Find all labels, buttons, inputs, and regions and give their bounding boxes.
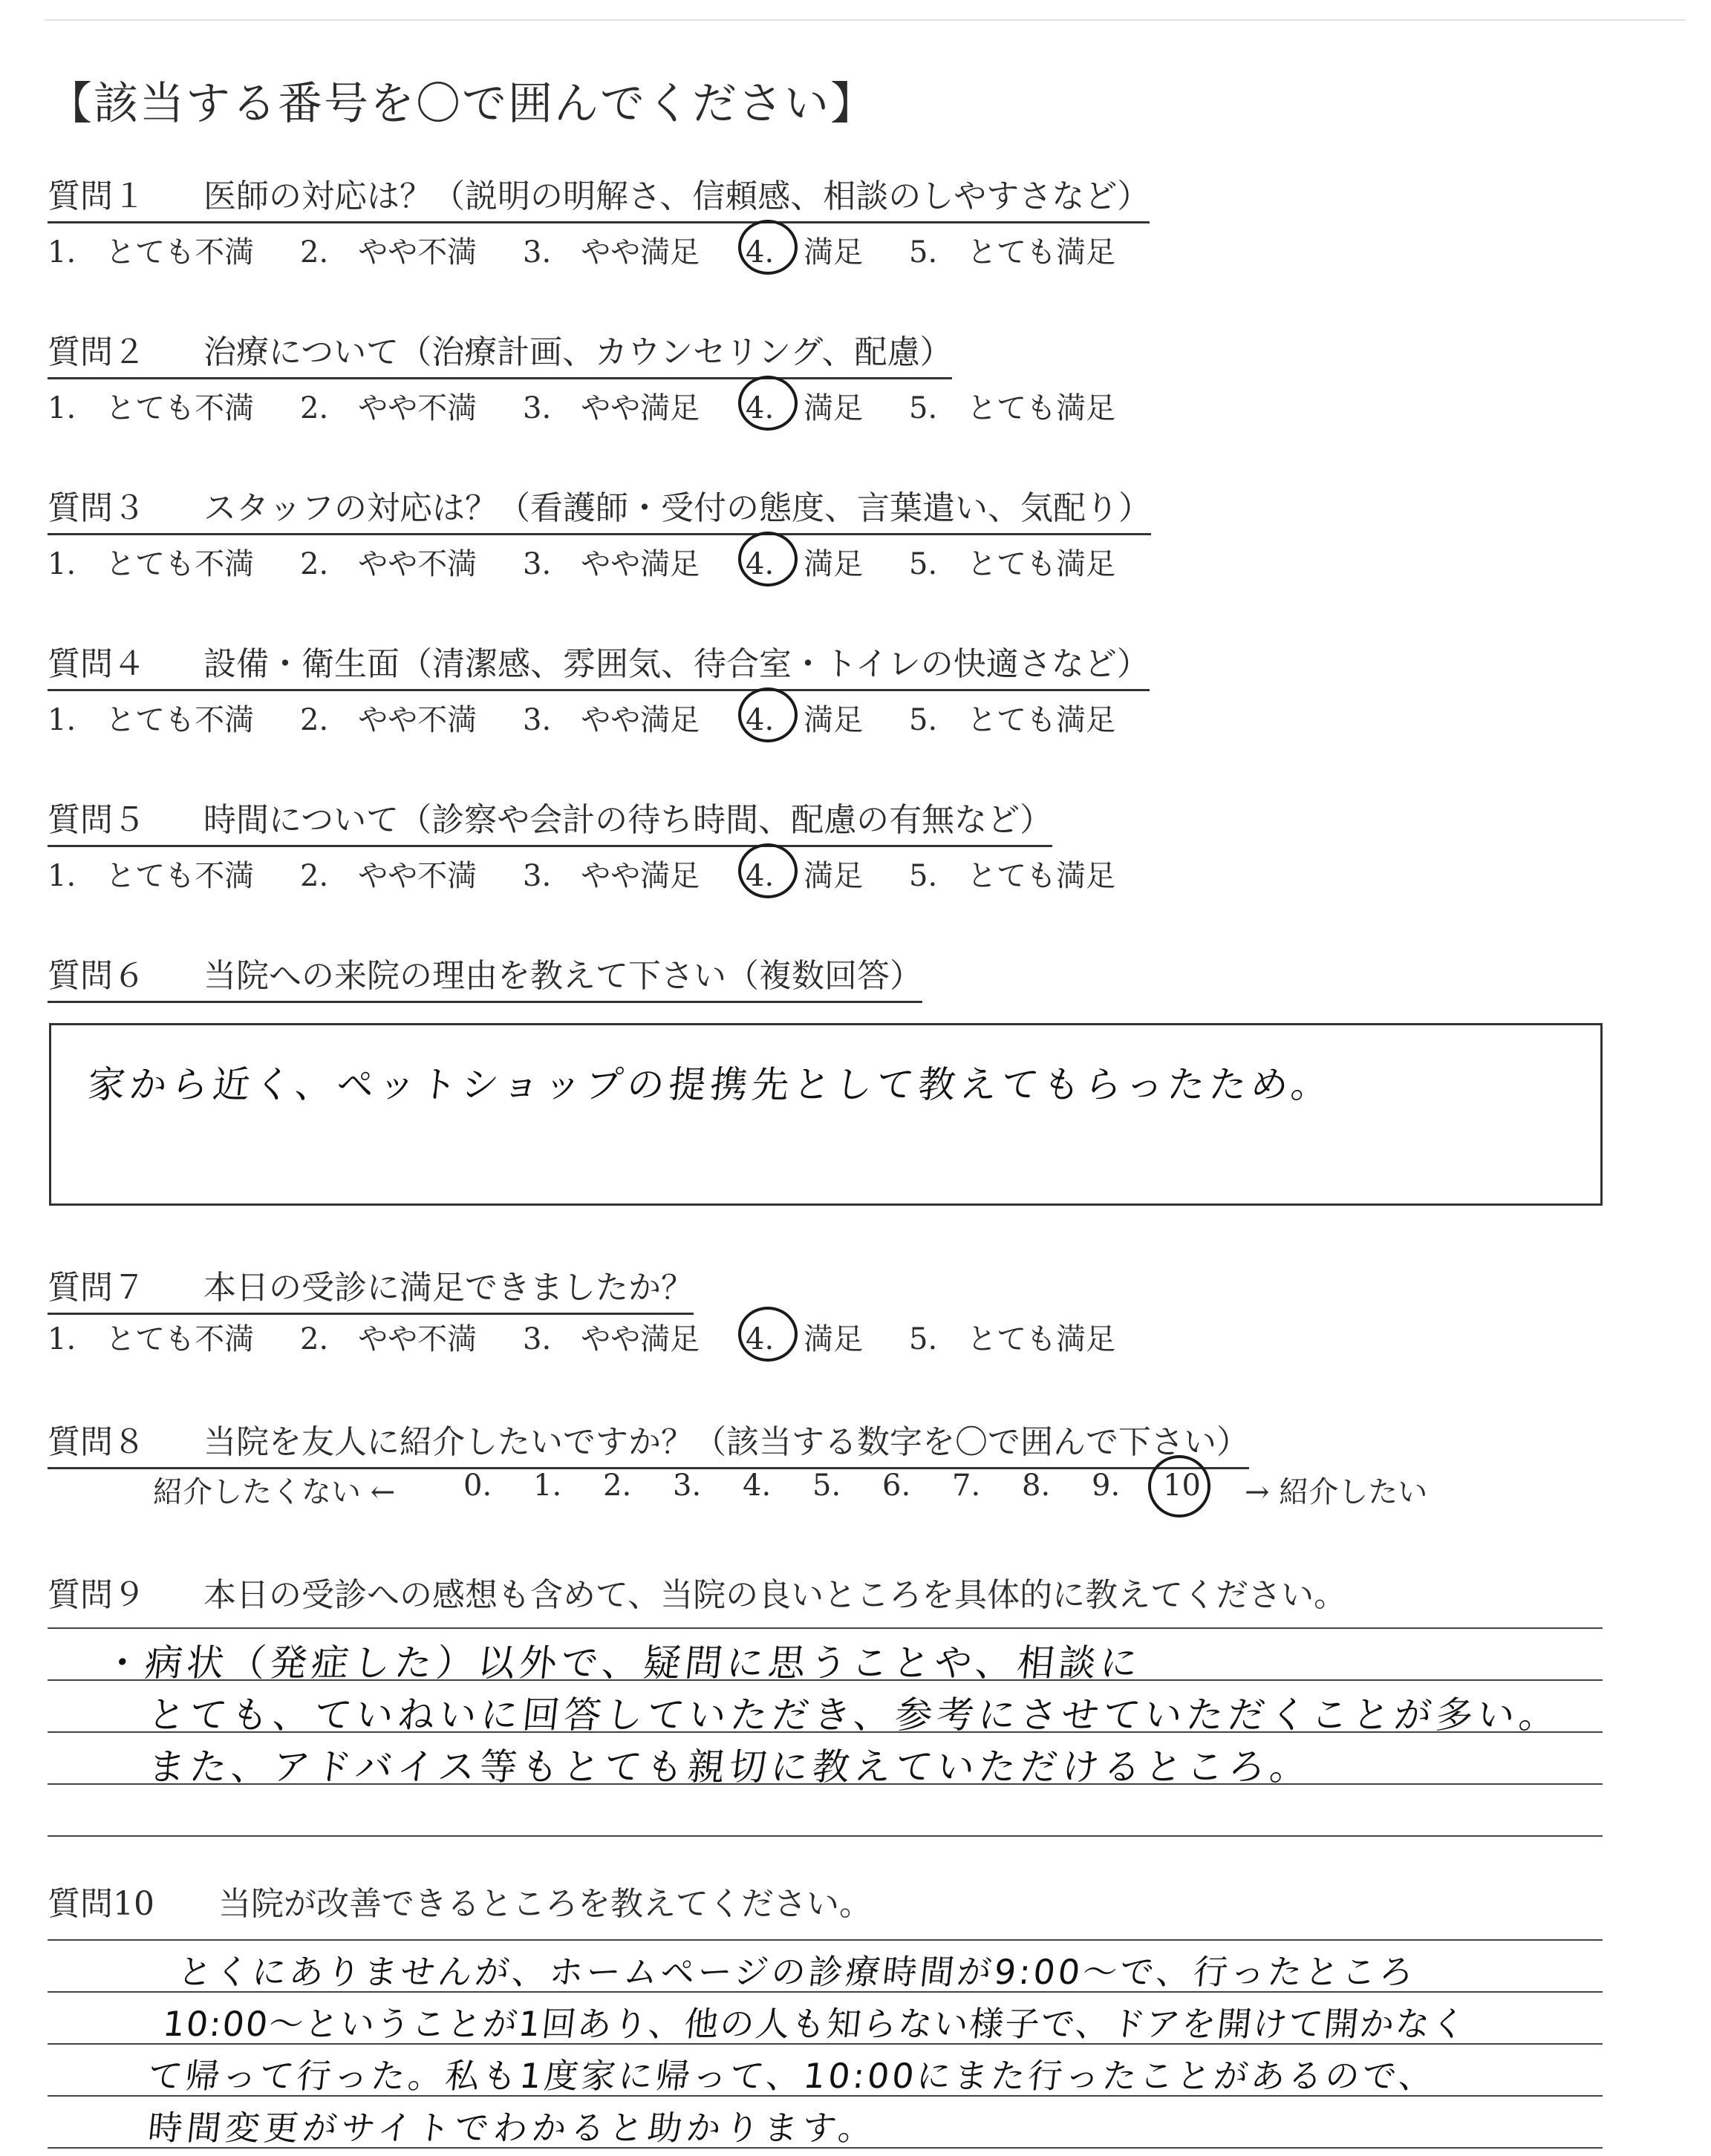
scale-option-5[interactable]: 5. とても満足 (909, 547, 1116, 581)
handwritten-answer-line-1: ・病状（発症した）以外で、疑問に思うことや、相談に (101, 1642, 1144, 1685)
question-7-heading (48, 1261, 694, 1315)
scale-option-5[interactable]: 5. とても満足 (909, 859, 1116, 893)
question-text: 時間について（診察や会計の待ち時間、配慮の有無など） (203, 801, 1053, 839)
question-text: 当院への来院の理由を教えて下さい（複数回答） (203, 957, 922, 995)
handwritten-answer-line-1: とくにありませんが、ホームページの診療時間が9:00～で、行ったところ (175, 1952, 1418, 1992)
handwritten-answer-line-3: また、アドバイス等もとても親切に教えていただけるところ。 (146, 1745, 1314, 1788)
answer-circle-mark (738, 1307, 798, 1362)
question-text: 設備・衛生面（清潔感、雰囲気、待合室・トイレの快適さなど） (203, 645, 1150, 683)
answer-line (48, 1627, 1603, 1629)
question-text: 本日の受診への感想も含めて、当院の良いところを具体的に教えてください。 (203, 1576, 1347, 1614)
handwritten-answer-line-4: 時間変更がサイトでわかると助かります。 (146, 2108, 879, 2148)
scale-option-3[interactable]: 3. やや満足 (523, 1322, 700, 1356)
nps-left-label: 紹介したくない ← (153, 1475, 396, 1509)
question-text: 当院が改善できるところを教えてください。 (218, 1885, 872, 1923)
scale-option-1[interactable]: 1. とても不満 (48, 859, 255, 893)
scale-option-1[interactable]: 1. とても不満 (48, 703, 255, 737)
question-number: 質問９ (48, 1576, 146, 1614)
scale-option-2[interactable]: 2. やや不満 (300, 547, 478, 581)
scale-option-2[interactable]: 2. やや不満 (300, 235, 478, 270)
nps-option-1[interactable]: 1. (533, 1469, 562, 1503)
nps-option-6[interactable]: 6. (882, 1469, 911, 1503)
handwritten-answer: 家から近く、ペットショップの提携先として教えてもらったため。 (85, 1063, 1335, 1106)
question-8-heading (48, 1415, 1249, 1469)
scale-option-1[interactable]: 1. とても不満 (48, 547, 255, 581)
answer-circle-mark (738, 843, 798, 898)
answer-line (48, 1835, 1603, 1837)
question-number: 質問３ (48, 489, 146, 527)
question-4-heading (48, 637, 1150, 691)
question-number: 質問８ (48, 1423, 146, 1461)
question-number: 質問７ (48, 1269, 146, 1307)
nps-option-4[interactable]: 4. (743, 1469, 772, 1503)
scale-option-3[interactable]: 3. やや満足 (523, 391, 700, 425)
scale-option-2[interactable]: 2. やや不満 (300, 1322, 478, 1356)
question-number: 質問４ (48, 645, 146, 683)
scale-option-5[interactable]: 5. とても満足 (909, 703, 1116, 737)
question-text: 医師の対応は？（説明の明解さ、信頼感、相談のしやすさなど） (203, 177, 1150, 215)
scale-option-5[interactable]: 5. とても満足 (909, 235, 1116, 270)
question-text: 当院を友人に紹介したいですか？（該当する数字を〇で囲んで下さい） (203, 1423, 1249, 1461)
nps-right-label: → 紹介したい (1245, 1475, 1428, 1509)
question-text: 本日の受診に満足できましたか？ (203, 1269, 694, 1307)
form-instruction-title: 【該当する番号を〇で囲んでください】 (48, 78, 876, 130)
answer-line (48, 1939, 1603, 1941)
question-text: スタッフの対応は？（看護師・受付の態度、言葉遣い、気配り） (203, 489, 1151, 527)
nps-option-0[interactable]: 0. (463, 1469, 492, 1503)
question-3-heading (48, 481, 1151, 535)
question-number: 質問１ (48, 177, 146, 215)
question-10-heading (48, 1877, 872, 1929)
answer-circle-mark (738, 687, 798, 742)
nps-option-2[interactable]: 2. (603, 1469, 632, 1503)
nps-option-3[interactable]: 3. (673, 1469, 702, 1503)
nps-option-5[interactable]: 5. (812, 1469, 841, 1503)
scale-option-4[interactable]: 4. 満足 (746, 859, 864, 893)
scale-option-3[interactable]: 3. やや満足 (523, 859, 700, 893)
nps-option-10[interactable]: 10 (1163, 1469, 1201, 1503)
scale-option-4[interactable]: 4. 満足 (746, 391, 864, 425)
handwritten-answer-line-2: 10:00～ということが1回あり、他の人も知らない様子で、ドアを開けて開かなく (160, 2004, 1470, 2044)
question-number: 質問５ (48, 801, 146, 839)
scale-option-3[interactable]: 3. やや満足 (523, 703, 700, 737)
question-1-heading (48, 169, 1150, 223)
answer-circle-mark (1148, 1455, 1210, 1518)
answer-circle-mark (738, 220, 798, 275)
top-edge-line (45, 19, 1686, 21)
nps-option-8[interactable]: 8. (1022, 1469, 1051, 1503)
question-9-heading (48, 1568, 1346, 1620)
scale-option-5[interactable]: 5. とても満足 (909, 391, 1116, 425)
answer-circle-mark (738, 376, 798, 431)
handwritten-answer-line-2: とても、ていねいに回答していただき、参考にさせていただくことが多い。 (146, 1693, 1563, 1737)
scale-option-2[interactable]: 2. やや不満 (300, 703, 478, 737)
scale-option-2[interactable]: 2. やや不満 (300, 391, 478, 425)
question-number: 質問10 (48, 1885, 154, 1923)
scale-option-3[interactable]: 3. やや満足 (523, 547, 700, 581)
question-6-answer-box[interactable] (49, 1023, 1603, 1206)
scale-option-1[interactable]: 1. とても不満 (48, 391, 255, 425)
scale-option-4[interactable]: 4. 満足 (746, 1322, 864, 1356)
scale-option-3[interactable]: 3. やや満足 (523, 235, 700, 270)
scale-option-5[interactable]: 5. とても満足 (909, 1322, 1116, 1356)
question-number: 質問２ (48, 333, 146, 371)
scale-option-1[interactable]: 1. とても不満 (48, 235, 255, 270)
scale-option-2[interactable]: 2. やや不満 (300, 859, 478, 893)
question-6-heading (48, 949, 922, 1003)
scale-option-4[interactable]: 4. 満足 (746, 235, 864, 270)
scale-option-4[interactable]: 4. 満足 (746, 703, 864, 737)
nps-option-7[interactable]: 7. (952, 1469, 981, 1503)
question-text: 治療について（治療計画、カウンセリング、配慮） (203, 333, 953, 371)
scale-option-4[interactable]: 4. 満足 (746, 547, 864, 581)
question-5-heading (48, 793, 1052, 847)
question-number: 質問６ (48, 957, 146, 995)
handwritten-answer-line-3: て帰って行った。私も1度家に帰って、10:00にまた行ったことがあるので、 (146, 2056, 1438, 2096)
answer-circle-mark (738, 532, 798, 587)
question-2-heading (48, 325, 952, 379)
nps-option-9[interactable]: 9. (1092, 1469, 1121, 1503)
scale-option-1[interactable]: 1. とても不満 (48, 1322, 255, 1356)
